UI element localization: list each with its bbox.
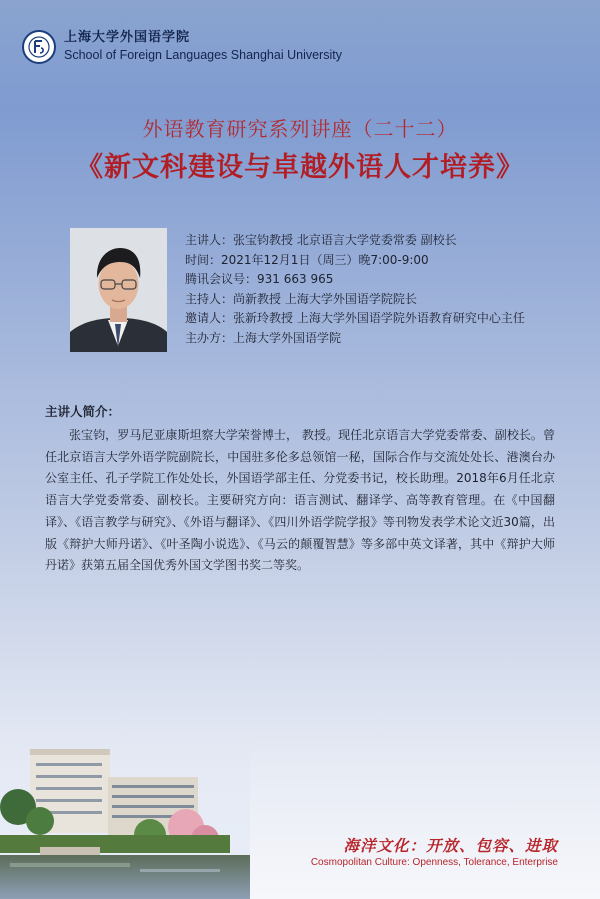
lecture-info xyxy=(185,231,585,349)
speaker-photo xyxy=(70,228,167,352)
motto-cn: 海洋文化：开放、包容、进取 xyxy=(343,836,558,855)
time-line: 时间：2021年12月1日（周三）晚7:00-9:00 xyxy=(185,252,429,267)
meeting-id-line: 腾讯会议号：931 663 965 xyxy=(185,272,334,287)
university-name-en: School of Foreign Languages Shanghai University xyxy=(64,48,342,63)
motto-en: Cosmopolitan Culture: Openness, Tolerance, Enterprise xyxy=(310,857,558,868)
bio-heading: 主讲人简介： xyxy=(45,404,121,419)
inviter-line: 邀请人：张新玲教授 上海大学外国语学院外语教育研究中心主任 xyxy=(185,311,525,326)
university-logo-icon xyxy=(22,30,56,64)
header xyxy=(22,30,342,64)
campus-image xyxy=(0,735,250,899)
lecture-title: 《新文科建设与卓越外语人才培养》 xyxy=(76,152,524,183)
bio-text: 张宝钧，罗马尼亚康斯坦察大学荣誉博士， 教授。现任北京语言大学党委常委、副校长。曾任北京语言大学外语学院副院长，中国驻多伦多总领馆一秘，国际合作与交流处处长、港澳台办公室主任、孔子学院工作处处长，外国语学部主任、分党委书记，校长助理。2018年6月任北京语言大学党委常委、副校长。主要研究方向：语言测试、翻译学、高等教育管理。在《中国翻译》、《语言教学与研究》、《外语与翻译》、《四川外语学院学报》等刊物发表学术论文近30篇，出版《辩护大师丹诺》、《叶圣陶小说选》、《马云的颠覆智慧》等多部中英文译著，其中《辩护大师丹诺》获第五届全国优秀外国文学图书奖二等奖。 xyxy=(45,428,555,573)
university-name-cn: 上海大学外国语学院 xyxy=(64,30,191,46)
header-text xyxy=(64,30,342,64)
series-title: 外语教育研究系列讲座（二十二） xyxy=(142,117,458,141)
speaker-line: 主讲人：张宝钧教授 北京语言大学党委常委 副校长 xyxy=(185,233,457,247)
organizer-line: 主办方：上海大学外国语学院 xyxy=(185,330,342,345)
host-line: 主持人：尚新教授 上海大学外国语学院院长 xyxy=(185,291,417,306)
